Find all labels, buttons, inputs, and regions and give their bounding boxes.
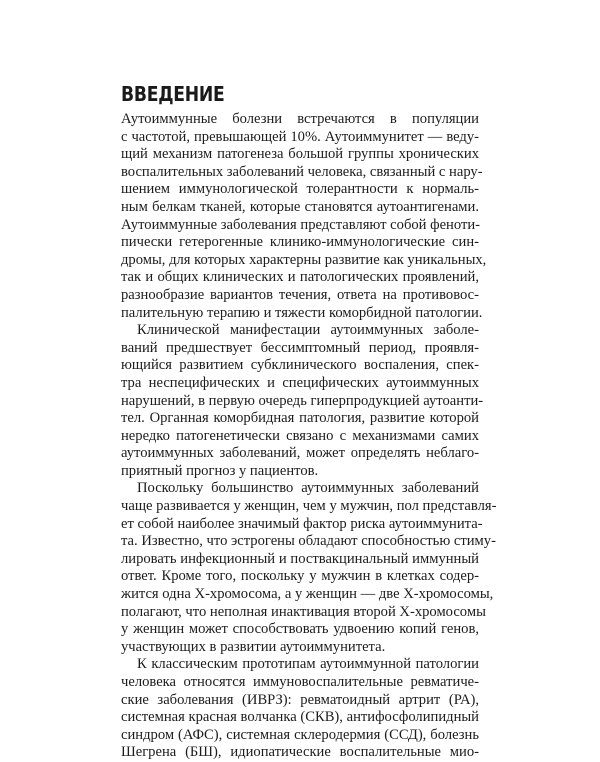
text-line: разнообразие вариантов течения, ответа на противовос- <box>121 286 479 303</box>
text-line: аутоиммунных заболеваний, может определять неблаго- <box>121 445 479 462</box>
text-line: пически гетерогенные клинико-иммунологические син- <box>121 234 479 251</box>
chapter-heading: ВВЕДЕНИЕ <box>121 82 225 106</box>
text-line: Поскольку большинство аутоиммунных заболеваний <box>137 480 479 497</box>
text-line: тел. Органная коморбидная патология, развитие которой <box>121 410 479 427</box>
text-line: так и общих клинических и патологических проявлений, <box>121 269 479 286</box>
text-line: полагают, что неполная инактивация второй X-хромосомы <box>121 603 486 620</box>
text-line: синдром (АФС), системная склеродермия (ССД), болезнь <box>121 726 479 743</box>
text-line: Аутоиммунные заболевания представляют собой феноти- <box>121 216 481 233</box>
text-line: жится одна X-хромосома, а у женщин — две X-хромосомы, <box>121 586 494 603</box>
text-line: Аутоиммунные болезни встречаются в популяции <box>121 111 479 127</box>
text-line: ет собой наиболее значимый фактор риска аутоиммунита- <box>121 515 483 532</box>
text-line: щий механизм патогенеза большой группы хронических <box>121 146 479 163</box>
text-line: человека относятся иммуновоспалительные ревматиче- <box>121 674 479 690</box>
text-line: ющийся развитием субклинического воспаления, спек- <box>121 357 479 374</box>
text-line: чаще развивается у женщин, чем у мужчин, пол представля- <box>121 498 497 515</box>
text-line: лировать инфекционный и поствакцинальный иммунный <box>121 550 479 567</box>
text-line: нередко патогенетически связано с механизмами самих <box>121 427 479 444</box>
text-line: ответ. Кроме того, поскольку у мужчин в клетках содер- <box>121 568 479 585</box>
text-line: шением иммунологической толерантности к нормаль- <box>121 181 479 198</box>
text-line: Клинической манифестации аутоиммунных заболе- <box>137 322 479 339</box>
text-line: нарушений, в первую очередь гиперпродукцией аутоанти- <box>121 392 484 409</box>
text-line: тра неспецифических и специфических аутоиммунных <box>121 374 479 391</box>
text-line: та. Известно, что эстрогены обладают способностью стиму- <box>121 533 496 550</box>
text-line: ские заболевания (ИВРЗ): ревматоидный артрит (РА), <box>121 691 479 708</box>
text-line: участвующих в развитии аутоиммунитета. <box>121 638 386 655</box>
text-line: палительную терапию и тяжести коморбидной патологии. <box>121 304 483 321</box>
text-line: воспалительных заболеваний человека, связанный с нару- <box>121 163 483 180</box>
text-line: Шегрена (БШ), идиопатические воспалительные мио- <box>121 744 479 761</box>
text-line: ваний предшествует бессимптомный период, проявля- <box>121 339 479 356</box>
text-line: К классическим прототипам аутоиммунной патологии <box>137 656 479 673</box>
text-line: ным белкам тканей, которые становятся аутоантигенами. <box>121 198 479 215</box>
text-line: приятный прогноз у пациентов. <box>121 462 319 479</box>
text-line: у женщин может способствовать удвоению копий генов, <box>121 621 479 638</box>
text-line: с частотой, превышающей 10%. Аутоиммунитет — веду- <box>121 128 479 145</box>
text-line: системная красная волчанка (СКВ), антифосфолипидный <box>121 709 479 726</box>
text-line: дромы, для которых характерны развитие как уникальных, <box>121 251 487 268</box>
chapter-body <box>121 111 497 762</box>
